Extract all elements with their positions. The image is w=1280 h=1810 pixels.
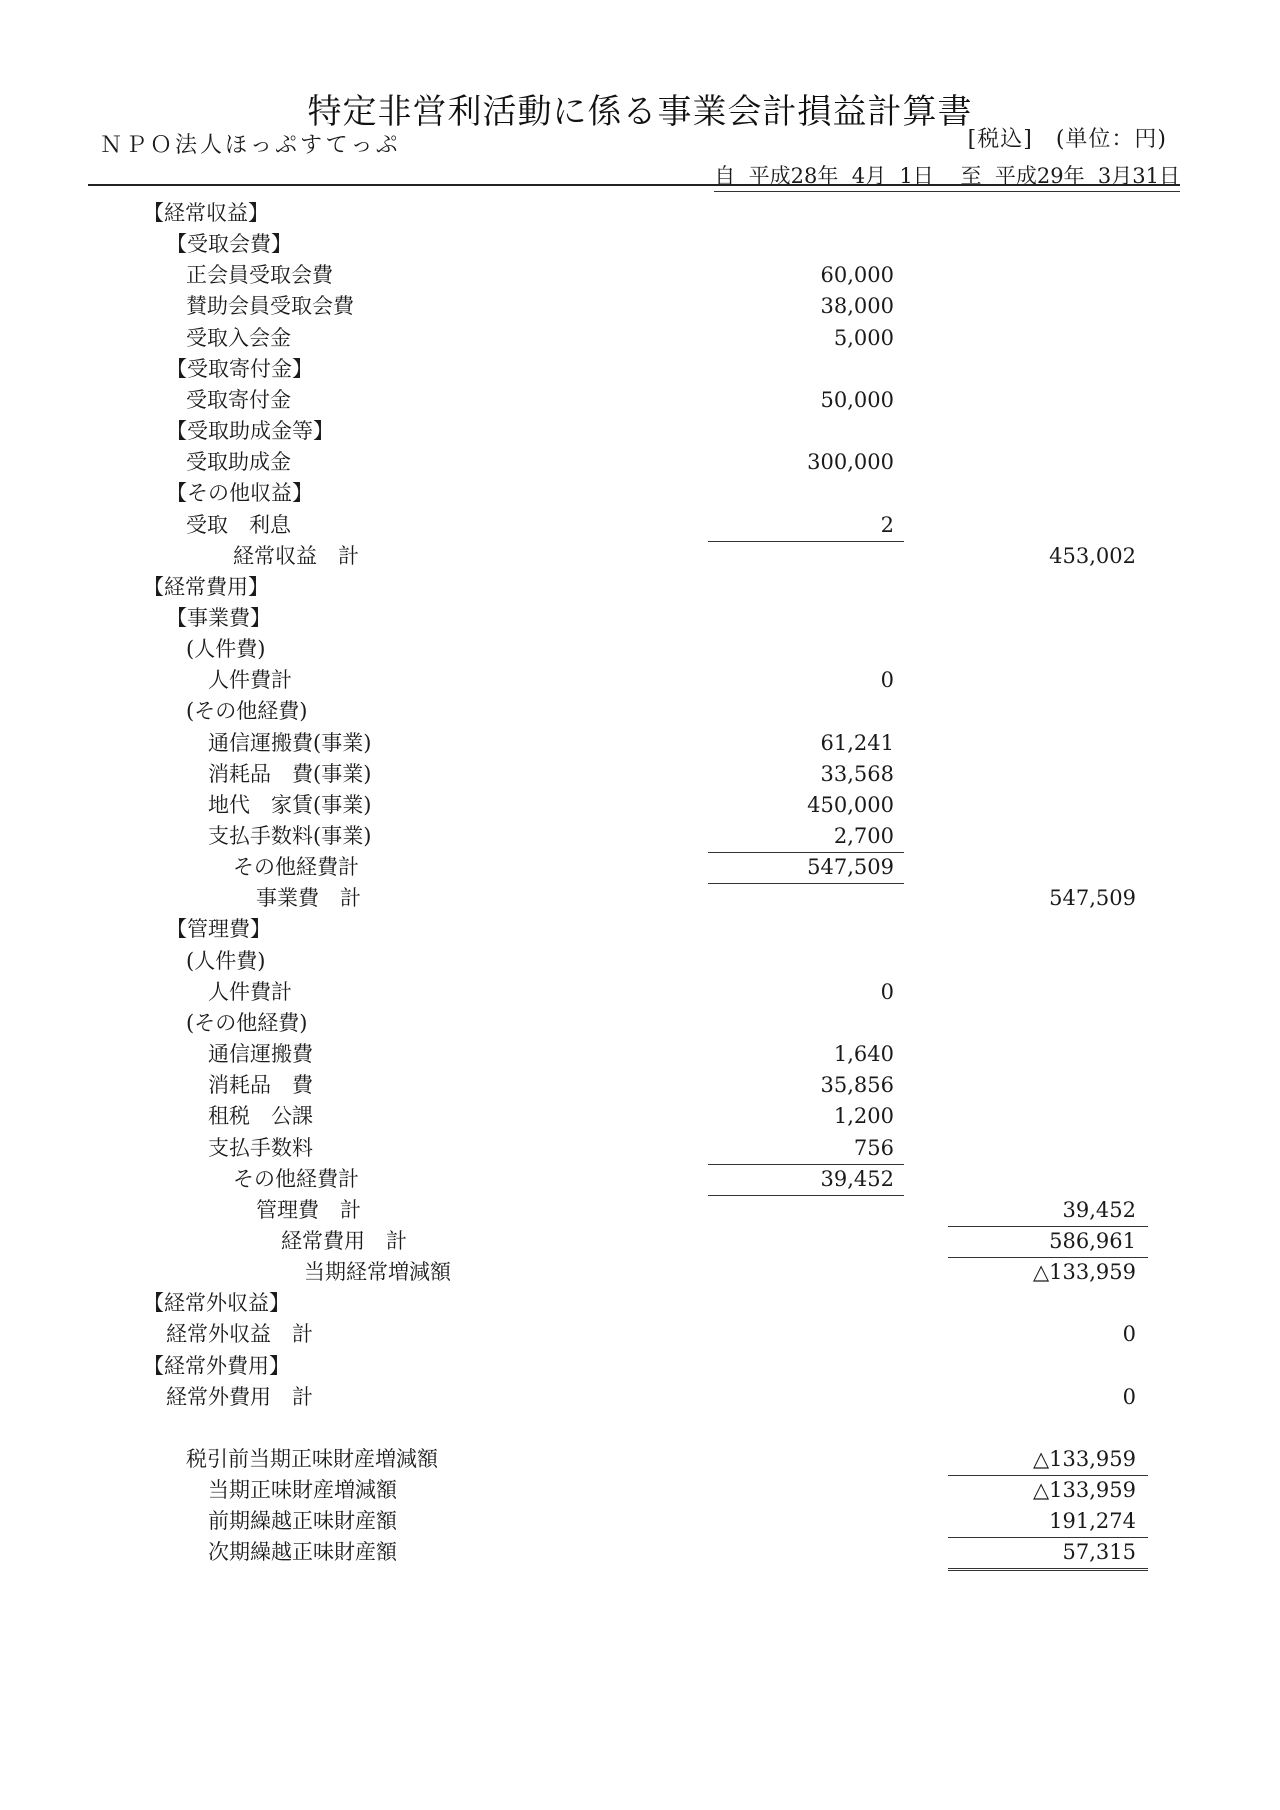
row-label: その他経費計 (233, 855, 359, 880)
row-label: 経常外費用 計 (166, 1384, 313, 1409)
statement-row (0, 728, 1280, 759)
statement-row (0, 229, 1280, 260)
row-label: 受取入会金 (186, 325, 291, 350)
statement-row (0, 1351, 1280, 1382)
statement-row (0, 260, 1280, 291)
statement-row (0, 447, 1280, 478)
statement-row (0, 1288, 1280, 1319)
statement-row (0, 665, 1280, 696)
tax-unit-note: [税込] (単位：円) (967, 127, 1167, 152)
row-total: 453,002 (1049, 543, 1136, 568)
row-amount: 1,640 (833, 1042, 894, 1067)
row-label: 受取寄付金 (186, 387, 291, 412)
statement-row (0, 946, 1280, 977)
row-label: 【管理費】 (166, 917, 271, 942)
row-label: 事業費 計 (256, 886, 361, 911)
row-label: (その他経費) (186, 1010, 308, 1035)
row-label: 【経常外費用】 (143, 1353, 290, 1378)
statement-row (0, 478, 1280, 509)
row-label: 当期経常増減額 (304, 1260, 451, 1285)
statement-row (0, 852, 1280, 883)
row-label: 【経常費用】 (143, 574, 269, 599)
row-label: 税引前当期正味財産増減額 (186, 1447, 438, 1471)
statement-row (0, 1101, 1280, 1132)
statement-row (0, 1226, 1280, 1257)
organization-name: ＮＰＯ法人ほっぷすてっぷ (100, 133, 401, 158)
row-label: 【経常収益】 (143, 201, 269, 225)
row-label: 【受取寄付金】 (166, 356, 313, 381)
statement-row (0, 696, 1280, 727)
row-label: (人件費) (186, 948, 266, 973)
statement-row (0, 416, 1280, 447)
row-total: 586,961 (948, 1226, 1148, 1258)
statement-row (0, 1039, 1280, 1070)
row-total: 0 (1122, 1384, 1136, 1409)
statement-row (0, 1195, 1280, 1226)
statement-row (0, 1257, 1280, 1288)
row-label: 地代 家賃(事業) (208, 792, 372, 817)
statement-row (0, 541, 1280, 572)
row-total: 57,315 (948, 1537, 1148, 1571)
row-label: 消耗品 費(事業) (208, 761, 372, 786)
row-amount: 60,000 (820, 263, 894, 288)
row-label: 経常収益 計 (233, 543, 359, 568)
statement-row (0, 1444, 1280, 1475)
row-label: 正会員受取会費 (186, 263, 333, 288)
row-total: 39,452 (948, 1195, 1148, 1227)
statement-row (0, 1382, 1280, 1413)
row-label: 支払手数料 (208, 1135, 313, 1160)
row-label: (人件費) (186, 637, 266, 662)
row-amount: 756 (708, 1133, 904, 1165)
row-label: 【経常外収益】 (143, 1291, 290, 1316)
row-amount: 33,568 (820, 761, 894, 786)
row-total: △133,959 (1033, 1478, 1136, 1503)
row-label: 人件費計 (208, 668, 292, 693)
statement-row (0, 821, 1280, 852)
row-label: 管理費 計 (256, 1197, 361, 1222)
row-total: 547,509 (1049, 886, 1136, 911)
statement-row (0, 510, 1280, 541)
statement-row (0, 1475, 1280, 1506)
row-amount: 38,000 (820, 294, 894, 319)
row-amount: 0 (880, 668, 894, 693)
statement-row (0, 759, 1280, 790)
row-label: 支払手数料(事業) (208, 824, 372, 848)
row-amount: 1,200 (833, 1104, 894, 1129)
statement-row (0, 1133, 1280, 1164)
statement-row (0, 1070, 1280, 1101)
statement-row (0, 1319, 1280, 1350)
row-label: 経常外収益 計 (166, 1322, 313, 1347)
row-label: 消耗品 費 (208, 1073, 313, 1098)
statement-row (0, 603, 1280, 634)
statement-row (0, 1537, 1280, 1568)
statement-row (0, 977, 1280, 1008)
statement-row (0, 883, 1280, 914)
row-total: △133,959 (1033, 1260, 1136, 1285)
row-label: 受取 利息 (186, 512, 291, 537)
statement-row (0, 1164, 1280, 1195)
row-amount: 39,452 (708, 1164, 904, 1196)
statement-row (0, 1506, 1280, 1537)
row-amount: 50,000 (820, 387, 894, 412)
row-total: 0 (1122, 1322, 1136, 1347)
statement-row (0, 323, 1280, 354)
row-amount: 547,509 (708, 852, 904, 884)
row-label: 経常費用 計 (281, 1228, 407, 1253)
row-label: 当期正味財産増減額 (208, 1478, 397, 1503)
row-amount: 2 (708, 510, 904, 542)
row-amount: 450,000 (807, 792, 894, 817)
row-amount: 35,856 (820, 1073, 894, 1098)
row-label: 通信運搬費(事業) (208, 730, 372, 755)
row-total: △133,959 (948, 1444, 1148, 1476)
row-label: 【受取会費】 (166, 232, 292, 257)
row-label: 【その他収益】 (166, 481, 313, 506)
statement-row (0, 914, 1280, 945)
row-label: 通信運搬費 (208, 1042, 313, 1067)
row-label: 受取助成金 (186, 450, 291, 475)
statement-row (0, 198, 1280, 229)
row-amount: 5,000 (833, 325, 894, 350)
statement-row (0, 790, 1280, 821)
row-label: (その他経費) (186, 699, 308, 724)
fiscal-period: 自 平成28年 4月 1日 至 平成29年 3月31日 (714, 160, 1180, 192)
row-amount: 61,241 (820, 730, 894, 755)
row-label: その他経費計 (233, 1166, 359, 1191)
statement-row (0, 1008, 1280, 1039)
statement-row (0, 291, 1280, 322)
row-amount: 0 (880, 979, 894, 1004)
statement-row (0, 354, 1280, 385)
row-label: 租税 公課 (208, 1104, 313, 1129)
row-amount: 300,000 (807, 450, 894, 475)
row-label: 次期繰越正味財産額 (208, 1540, 397, 1565)
row-label: 人件費計 (208, 979, 292, 1004)
row-amount: 2,700 (708, 821, 904, 853)
row-label: 前期繰越正味財産額 (208, 1509, 397, 1534)
row-label: 【事業費】 (166, 605, 271, 630)
row-label: 賛助会員受取会費 (186, 294, 354, 319)
statement-title: 特定非営利活動に係る事業会計損益計算書 (307, 92, 973, 132)
row-label: 【受取助成金等】 (166, 419, 334, 444)
row-total: 191,274 (948, 1506, 1148, 1538)
statement-row (0, 634, 1280, 665)
statement-row (0, 1413, 1280, 1444)
statement-row (0, 385, 1280, 416)
statement-row (0, 572, 1280, 603)
